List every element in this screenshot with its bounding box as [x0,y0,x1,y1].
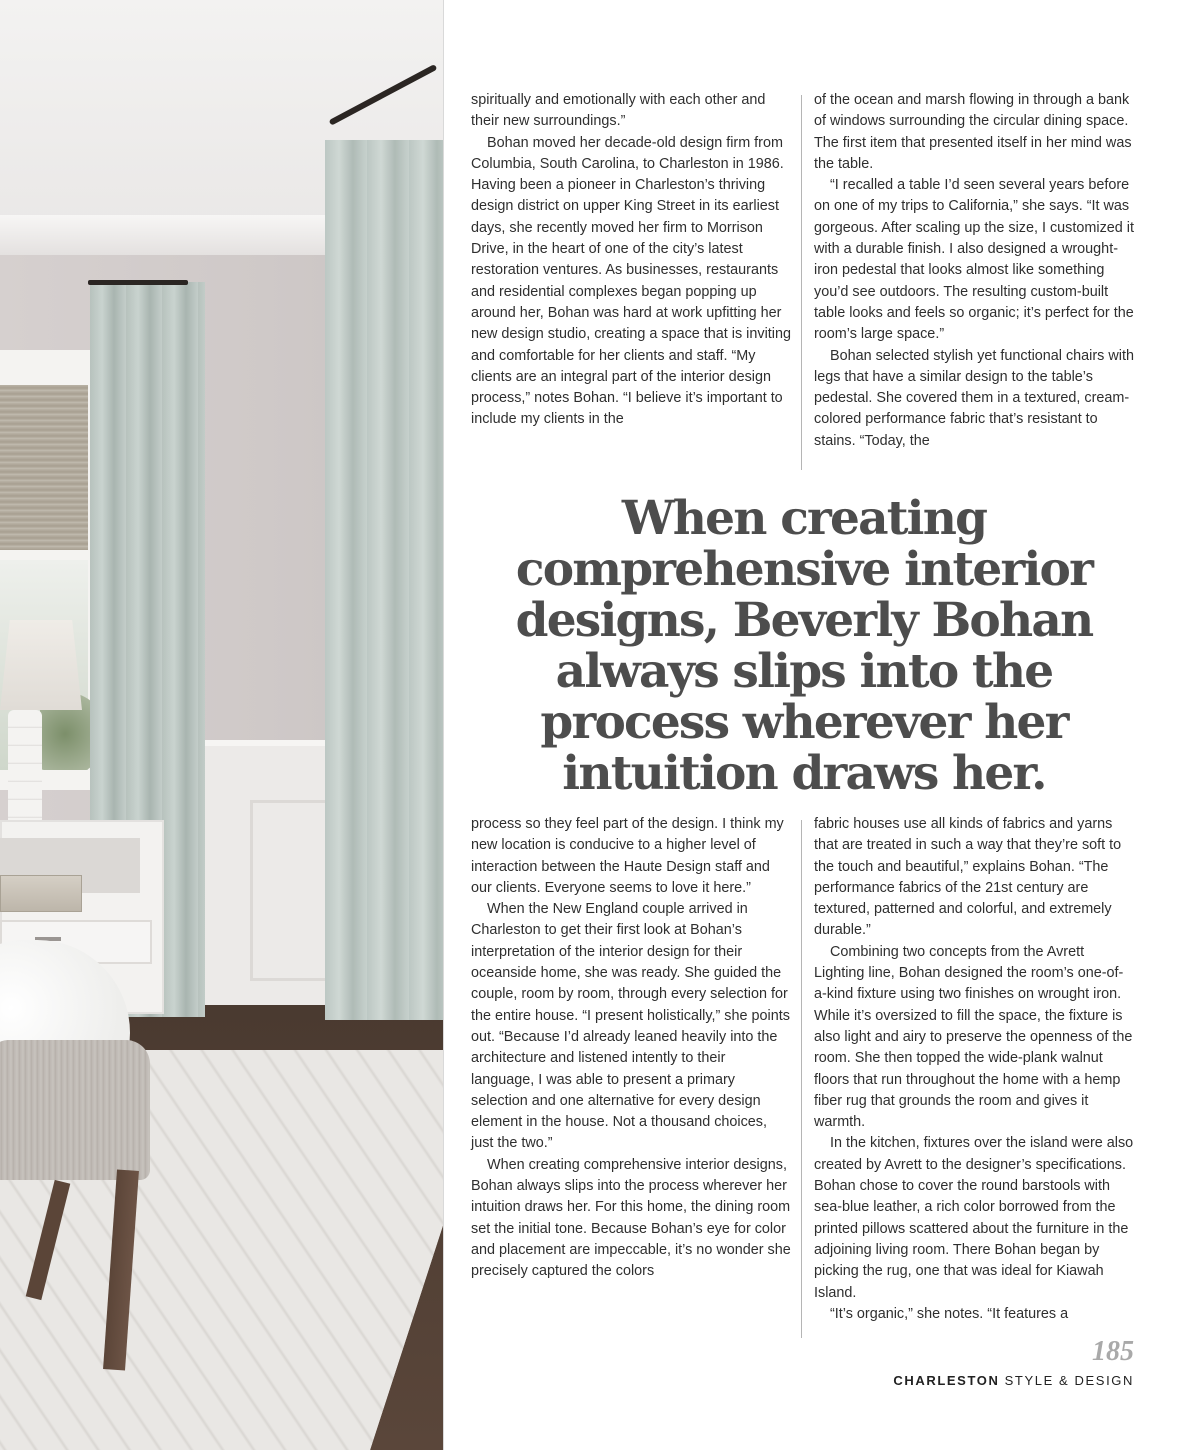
article-column-3 [471,814,791,1283]
article-column-1 [471,90,791,431]
publication-name-rest: STYLE & DESIGN [999,1373,1134,1388]
photo-edge [443,0,444,1450]
photo-lamp-shade [0,620,82,710]
paragraph: In the kitchen, fixtures over the island were also created by Avrett to the designer’s specifications. Bohan chose to cover the round barstools with sea-blue leather, a rich color borrowed from the printed pillows scattered about the furniture in the adjoining living room. There Bohan began by picking the rug, one that was ideal for Kiawah Island. [814,1135,1134,1301]
paragraph: fabric houses use all kinds of fabrics and yarns that are treated in such a way that they’re soft to the touch and beautiful,” explains Bohan. “The performance fabrics of the 21st century are textured, patterned and colorful, and extremely durable.” [814,816,1122,939]
paragraph: Bohan selected stylish yet functional chairs with legs that have a similar design to the table’s pedestal. She covered them in a textured, cream-colored performance fabric that’s resistant to stains. “Today, the [814,347,1134,449]
paragraph: Combining two concepts from the Avrett Lighting line, Bohan designed the room’s one-of-a-kind fixture using two finishes on wrought iron. While it’s oversized to fill the space, the fixture is also light and airy to preserve the openness of the room. She then topped the wide-plank walnut floors that run throughout the home with a hemp fiber rug that grounds the room and gives it warmth. [814,943,1133,1131]
photo-curtain-right [325,140,443,1020]
paragraph: process so they feel part of the design. I think my new location is conducive to a higher level of interaction between the Haute Design staff and our clients. Everyone seems to love it here.” [471,816,784,896]
paragraph: Bohan moved her decade-old design firm from Columbia, South Carolina, to Charleston in 1986. Having been a pioneer in Charleston’s thriving design district on upper King Street in its earliest days, she recently moved her firm to Morrison Drive, in the heart of one of the city’s latest restoration ventures. As businesses, restaurants and residential complexes began popping up around her, Bohan was hard at work upfitting her new design studio, creating a space that is inviting and comfortable for her clients and staff. “My clients are an integral part of the interior design process,” notes Bohan. “I believe it’s important to include my clients in the [471,134,791,428]
column-divider [801,95,802,470]
article-column-2 [814,90,1134,452]
article-column-4 [814,814,1134,1325]
column-divider [801,820,802,1338]
publication-footer [893,1373,1134,1388]
paragraph: “I recalled a table I’d seen several years before on one of my trips to California,” she says. “It was gorgeous. After scaling up the size, I customized it with a durable finish. I also designed a wrought-iron pedestal that looks almost like something you’d see outdoors. The resulting custom-built table looks and feels so organic; it’s perfect for the room’s large space.” [814,177,1134,343]
photo-curtain-rod-left [88,280,188,285]
pull-quote: When creating comprehensive interior designs, Beverly Bohan always slips into the process wherever her intuition draws her. [515,491,1093,801]
paragraph: When creating comprehensive interior designs, Bohan always slips into the process wherever her intuition draws her. For this home, the dining room set the initial tone. Because Bohan’s eye for color and placement are impeccable, it’s no wonder she precisely captured the colors [471,1156,791,1280]
paragraph: “It’s organic,” she notes. “It features a [830,1305,1069,1322]
bedroom-photo [0,0,443,1450]
photo-wainscot-panel [250,800,336,981]
photo-lamp-base [8,710,42,825]
photo-bench-cushion [0,1040,150,1180]
paragraph: spiritually and emotionally with each other and their new surroundings.” [471,92,766,130]
paragraph: of the ocean and marsh flowing in through a bank of windows surrounding the circular dining space. The first item that presented itself in her mind was the table. [814,92,1132,172]
photo-woven-shade [0,385,88,550]
publication-brand: CHARLESTON [893,1373,1000,1388]
paragraph: When the New England couple arrived in Charleston to get their first look at Bohan’s interpretation of the interior design for their oceanside home, she was ready. She guided the couple, room by room, through every selection for the entire house. “I present holistically,” she points out. “Because I’d already leaned heavily into the architecture and listened intently to their language, I was able to present a primary selection and one alternative for every design element in the house. Not a thousand choices, just the two.” [471,901,790,1152]
photo-decor-box [0,875,82,912]
page-number: 185 [1092,1336,1134,1367]
